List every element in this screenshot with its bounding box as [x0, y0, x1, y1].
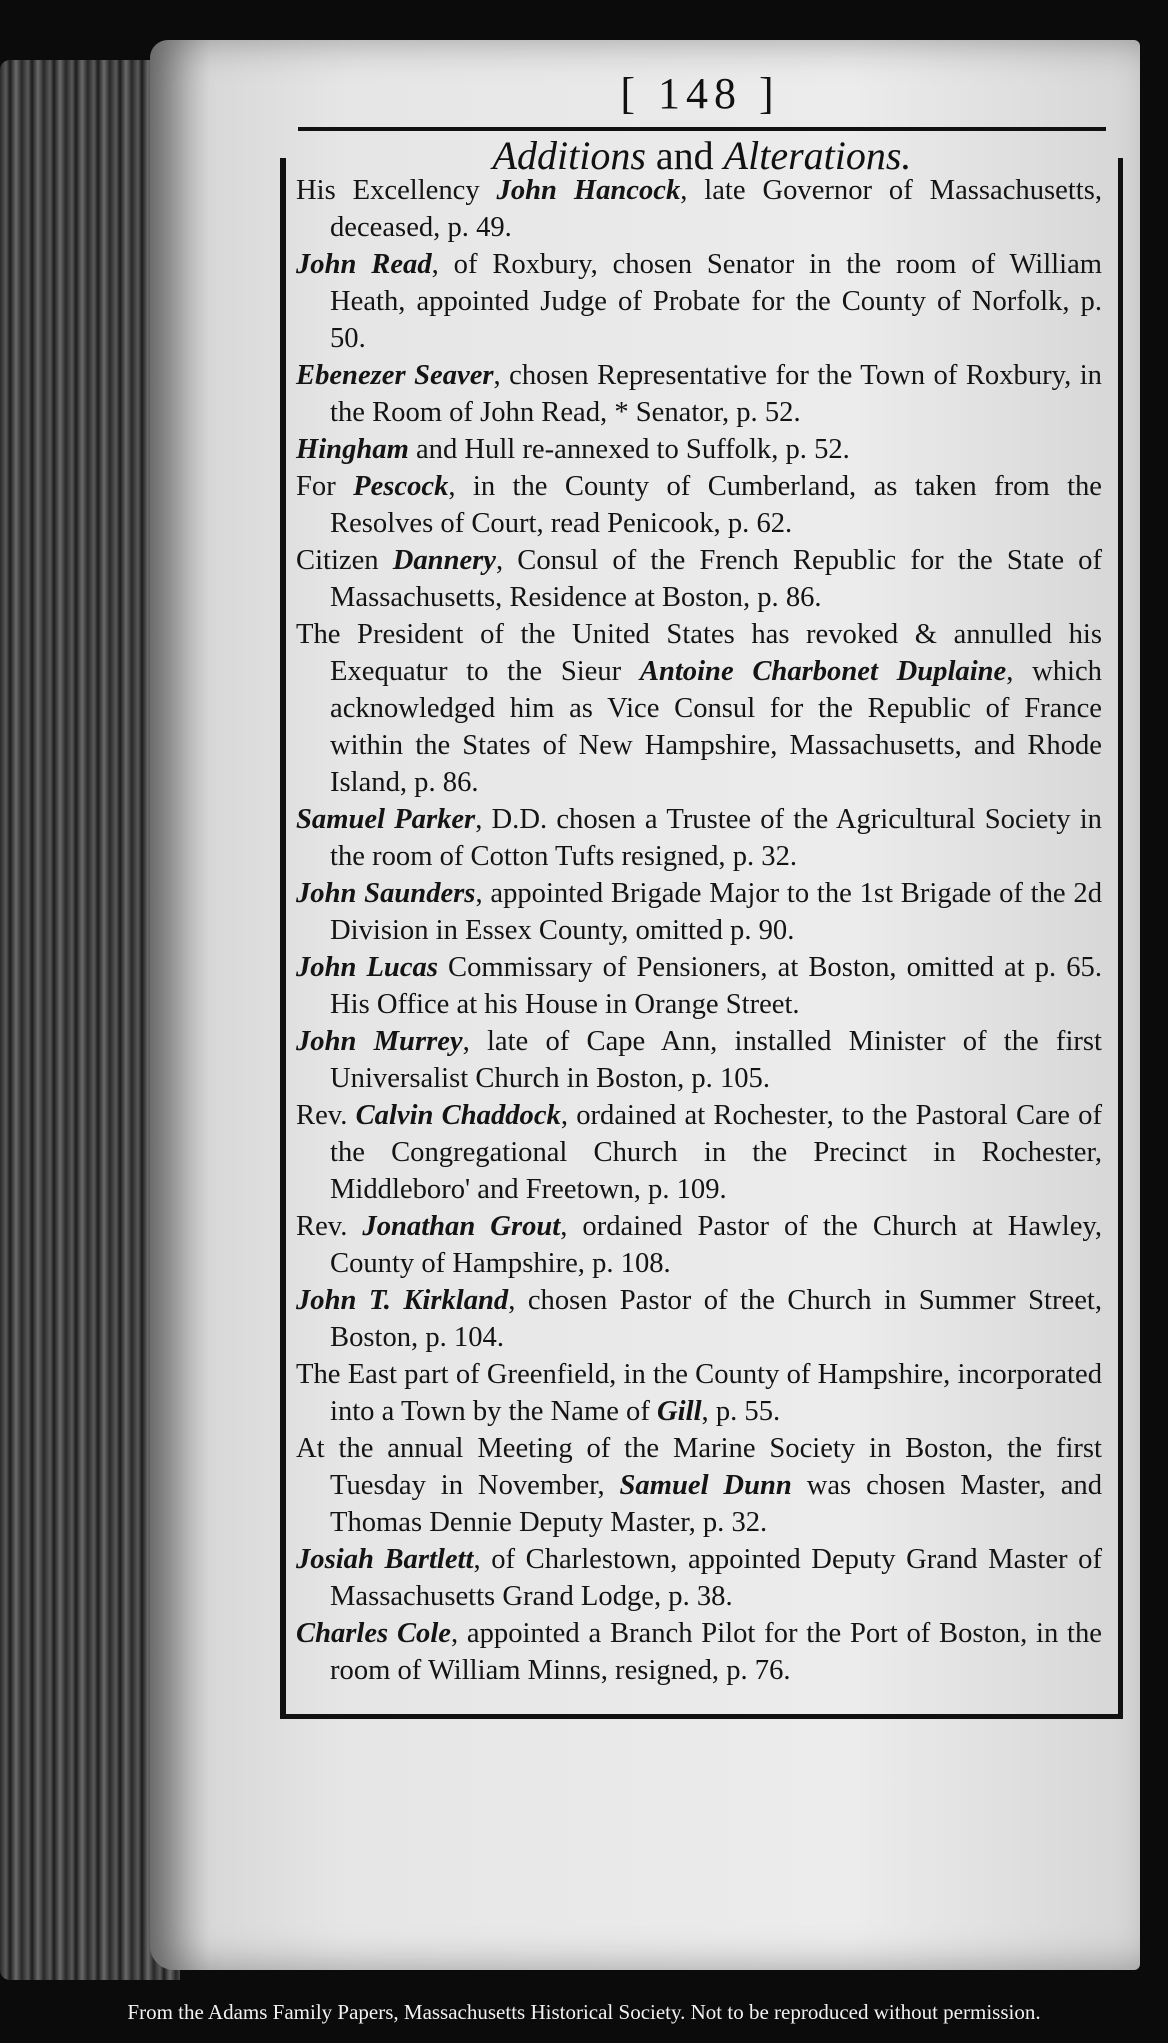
- entry-text: , in the County of Cumberland, as taken from the Resolves of Court, read Penicook, p. 62.: [330, 471, 1103, 539]
- entry-name: Samuel Parker: [296, 804, 476, 835]
- entry: [296, 1430, 1102, 1541]
- entry-lead-text: The President of the United States has revoked & annulled his Exequatur to the Sieur: [296, 619, 1102, 687]
- entry-text: , late of Cape Ann, installed Minister of the first Universalist Church in Boston, p. 105.: [330, 1026, 1102, 1094]
- entry: [296, 1541, 1102, 1615]
- entry-name: Pescock: [353, 471, 449, 502]
- entry-name: Josiah Bartlett: [296, 1544, 474, 1575]
- entry: [296, 801, 1102, 875]
- entry-name: Gill: [657, 1396, 702, 1427]
- entry-text: Commissary of Pensioners, at Boston, omitted at p. 65. His Office at his House in Orange Street.: [330, 952, 1102, 1020]
- entry-text: , chosen Pastor of the Church in Summer Street, Boston, p. 104.: [330, 1285, 1102, 1353]
- entry: [296, 431, 1102, 468]
- entry: [296, 1023, 1102, 1097]
- entry: [296, 875, 1102, 949]
- entry-text: , Consul of the French Republic for the State of Massachusetts, Residence at Boston, p. 86.: [330, 545, 1102, 613]
- entry-text: , of Roxbury, chosen Senator in the room of William Heath, appointed Judge of Probate for the County of Norfolk, p. 50.: [330, 249, 1102, 354]
- entry-name: Antoine Charbonet Duplaine: [639, 656, 1007, 687]
- top-rule: [298, 127, 1106, 131]
- entry-name: Charles Cole: [296, 1618, 451, 1649]
- heading-part-3: Alterations.: [723, 133, 912, 178]
- entry: [296, 357, 1102, 431]
- entry-name: John Hancock: [496, 175, 681, 206]
- entry: [296, 949, 1102, 1023]
- entry: [296, 172, 1102, 246]
- entry-text: , p. 55.: [701, 1396, 781, 1427]
- entry-lead-text: Citizen: [296, 545, 393, 576]
- entry-text: , late Governor of Massachusetts, deceased, p. 49.: [330, 175, 1102, 243]
- entry: [296, 1282, 1102, 1356]
- entry-name: Calvin Chaddock: [355, 1100, 561, 1131]
- entry-text: , appointed Brigade Major to the 1st Brigade of the 2d Division in Essex County, omitted p. 90.: [330, 878, 1102, 946]
- entry-text: , of Charlestown, appointed Deputy Grand Master of Massachusetts Grand Lodge, p. 38.: [330, 1544, 1103, 1612]
- entry-text: , appointed a Branch Pilot for the Port of Boston, in the room of William Minns, resigned, p. 76.: [330, 1618, 1102, 1686]
- entry: [296, 1097, 1102, 1208]
- entry-lead-text: Rev.: [296, 1211, 363, 1242]
- entry-name: John Lucas: [296, 952, 438, 983]
- entry-text: and Hull re-annexed to Suffolk, p. 52.: [408, 434, 850, 465]
- entry-text: , which acknowledged him as Vice Consul for the Republic of France within the States of New Hampshire, Massachusetts, and Rhode Island, p. 86.: [330, 656, 1102, 798]
- page-number: [ 148 ]: [620, 69, 780, 118]
- entry-name: Samuel Dunn: [619, 1470, 792, 1501]
- entry-lead-text: Rev.: [296, 1100, 356, 1131]
- entry-lead-text: His Excellency: [296, 175, 497, 206]
- entry-lead-text: For: [296, 471, 354, 502]
- entry-name: John Read: [296, 249, 432, 280]
- entry-name: John T. Kirkland: [296, 1285, 509, 1316]
- entries-list: [296, 172, 1102, 1689]
- entry: [296, 246, 1102, 357]
- entry-name: Jonathan Grout: [362, 1211, 561, 1242]
- copyright-footer: From the Adams Family Papers, Massachusetts Historical Society. Not to be reproduced without permission.: [127, 2000, 1041, 2024]
- entry-name: Ebenezer Seaver: [296, 360, 494, 391]
- entry-lead-text: The East part of Greenfield, in the County of Hampshire, incorporated into a Town by the Name of: [296, 1359, 1102, 1427]
- entry: [296, 1356, 1102, 1430]
- entry-name: Hingham: [296, 434, 409, 465]
- entry-name: John Saunders: [296, 878, 476, 909]
- entry: [296, 542, 1102, 616]
- heading-part-1: Additions: [492, 133, 646, 178]
- bleed-through-text: [320, 1730, 1100, 1800]
- entry: [296, 468, 1102, 542]
- entry-text: , chosen Representative for the Town of Roxbury, in the Room of John Read, * Senator, p. 52.: [330, 360, 1102, 428]
- entry-text: was chosen Master, and Thomas Dennie Deputy Master, p. 32.: [330, 1470, 1102, 1538]
- entry-name: Dannery: [392, 545, 496, 576]
- entry: [296, 1208, 1102, 1282]
- entry-name: John Murrey: [296, 1026, 463, 1057]
- entry: [296, 1615, 1102, 1689]
- heading-part-2: and: [645, 133, 724, 178]
- entry-text: , ordained Pastor of the Church at Hawley, County of Hampshire, p. 108.: [330, 1211, 1102, 1279]
- entry-lead-text: At the annual Meeting of the Marine Society in Boston, the first Tuesday in November,: [296, 1433, 1102, 1501]
- entry-text: , D.D. chosen a Trustee of the Agricultural Society in the room of Cotton Tufts resigned, p. 32.: [330, 804, 1102, 872]
- entry: [296, 616, 1102, 801]
- entry-text: , ordained at Rochester, to the Pastoral Care of the Congregational Church in the Precinct in Rochester, Middleboro' and Freetown, p. 109.: [330, 1100, 1103, 1205]
